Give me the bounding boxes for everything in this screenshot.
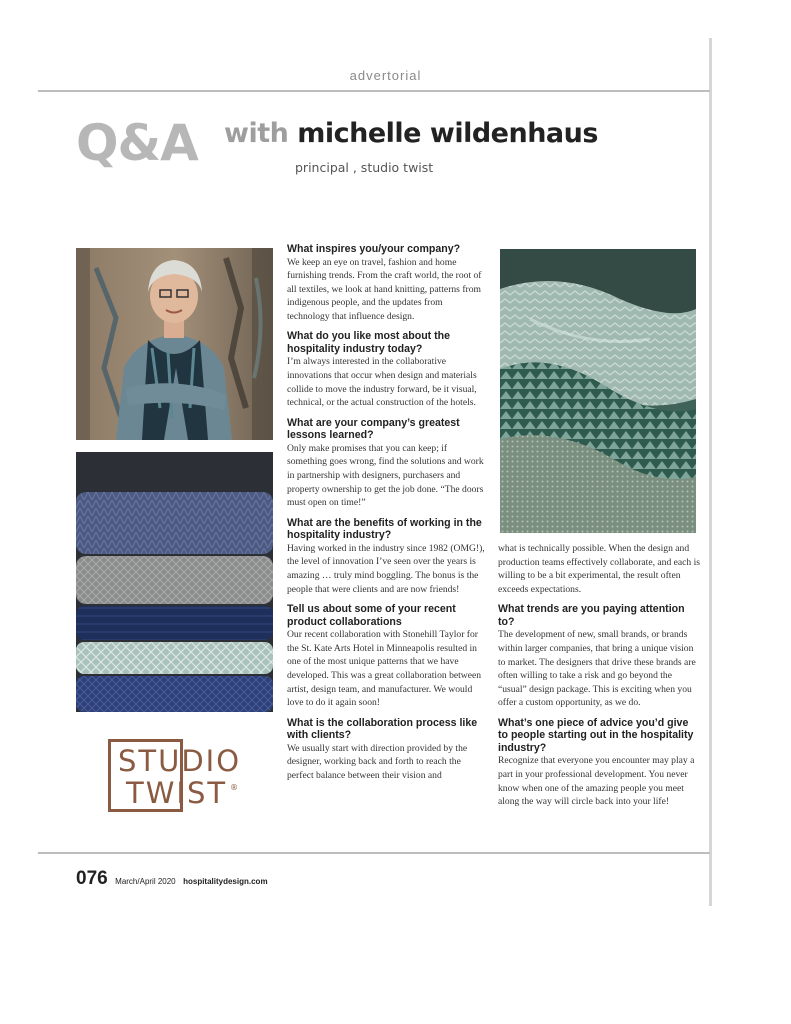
answer-6: We usually start with direction provided by the designer, working back and forth to reach the perfect balance between their vision and (287, 742, 468, 781)
answer-3: Only make promises that you can keep; if something goes wrong, find the solutions and work in partnership with designers, purchasers and property ownership to get the job done. “The doors must open on time!” (287, 442, 484, 509)
question-7: What trends are you paying attention to? (498, 603, 685, 628)
issue-date: March/April 2020 (115, 877, 176, 886)
logo-line-2: TWIST (126, 776, 228, 810)
page-title (224, 118, 598, 150)
bottom-divider (38, 852, 710, 854)
studio-twist-logo (108, 739, 242, 814)
answer-8: Recognize that everyone you encounter may play a part in your professional development. You never know when one of the amazing people you meet along the way will circle back into your life! (498, 755, 695, 808)
registered-mark: ® (230, 783, 238, 792)
qa-column-right (498, 542, 700, 816)
question-4: What are the benefits of working in the hospitality industry? (287, 516, 482, 542)
question-3: What are your company’s greatest lessons learned? (287, 416, 460, 442)
fabric-stack-photo (76, 452, 273, 712)
logo-line-1: STUDIO (118, 744, 242, 778)
title-name: michelle wildenhaus (297, 118, 598, 149)
question-5: Tell us about some of your recent product collaborations (287, 603, 456, 628)
question-1: What inspires you/your company? (287, 243, 461, 255)
answer-6-continued: what is technically possible. When the design and production teams effectively collaborate, and each is willing to be a bit experimental, the result often exceeds expectations. (498, 543, 701, 595)
portrait-photo (76, 248, 273, 440)
qa-mark: Q&A (76, 114, 198, 172)
answer-4: Having worked in the industry since 1982 (OMG!), the level of innovation I’ve seen over the years is amazing … truly mind boggling. The bonus is the people that were clients and are now friends! (287, 542, 485, 595)
answer-1: We keep an eye on travel, fashion and home furnishing trends. From the craft world, the root of all textiles, we look at hand knitting, patterns from indigenous people, and the updates from technology that influence design. (287, 256, 482, 322)
subtitle: principal , studio twist (295, 160, 434, 175)
question-2: What do you like most about the hospitality industry today? (287, 330, 451, 355)
title-with: with (224, 118, 289, 149)
question-8: What’s one piece of advice you’d give to people starting out in the hospitality industry? (498, 716, 694, 754)
page-number: 076 (76, 868, 108, 889)
qa-column-middle (287, 243, 487, 790)
page-footer (76, 868, 268, 890)
answer-7: The development of new, small brands, or brands within larger companies, that bring a unique vision to market. The designers that drive these brands are often willing to take a risk and go beyond the “usual” design package. This is exciting when you offer a custom opportunity, as we do. (498, 629, 696, 709)
margin-rule (709, 38, 712, 906)
top-divider (38, 90, 710, 92)
site-name: hospitalitydesign.com (183, 877, 268, 886)
answer-2: I’m always interested in the collaborative innovations that occur when design and materials collide to move the industry forward, be it visual, technical, or the actual construction of the hotels. (287, 356, 477, 409)
answer-5: Our recent collaboration with Stonehill Taylor for the St. Kate Arts Hotel in Minneapolis resulted in one of the most unique patterns that we have developed. This was a great collaboration between artist, design team, and manufacturer. We would love to do it again soon! (287, 629, 482, 709)
section-label: advertorial (349, 68, 422, 83)
question-6: What is the collaboration process like with clients? (287, 716, 478, 742)
draped-fabric-photo (500, 249, 696, 533)
